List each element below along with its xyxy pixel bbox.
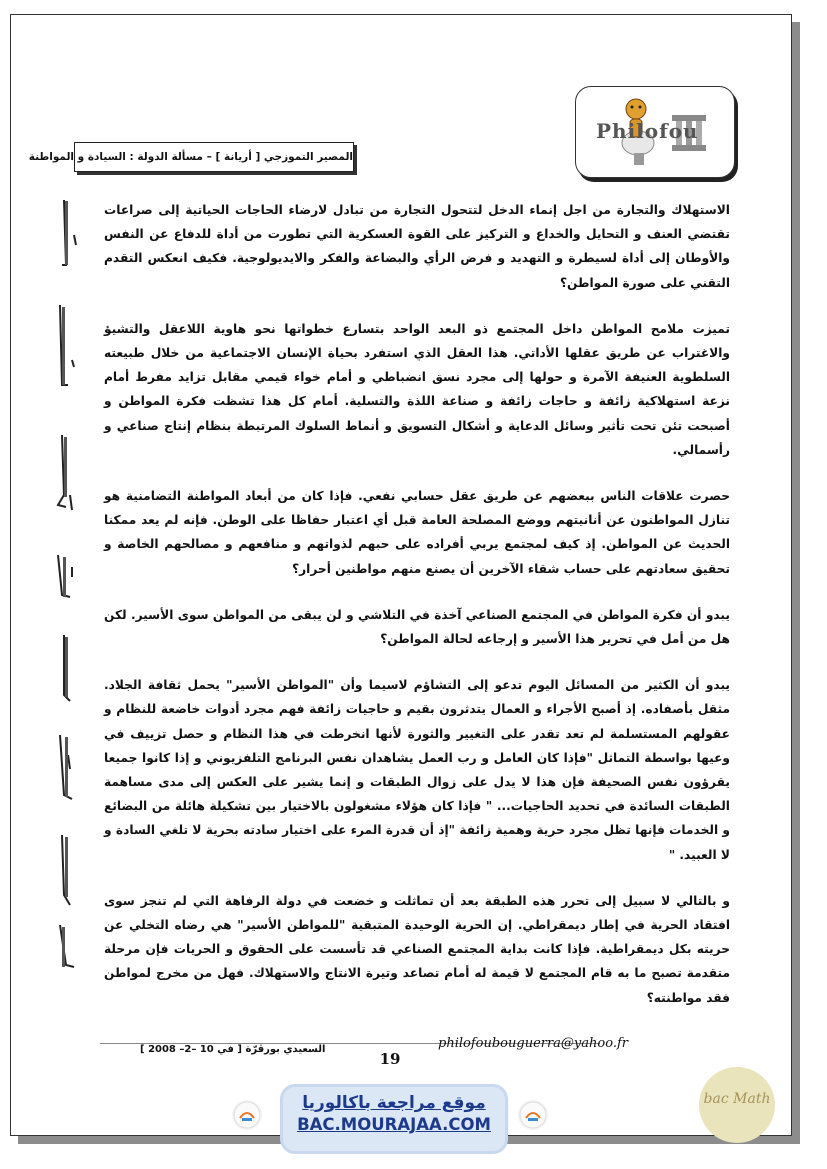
footer-author: السعيدي بورڤرّة [ في 10 –2– 2008 ] [140,1044,326,1055]
paragraph: الاستهلاك والتجارة من اجل إنماء الدخل لتتحول التجارة من تبادل لارضاء الحاجات الحياتية إلى صراعات تقتضي العنف و التحايل والخداع و التركيز على القوة العسكرية التي تطورت من أداة للدفاع عن النفس والأوطان إلى أداة لسيطرة و التهديد و فرض الرأي والبضاعة والفكر والايديولوجية. فكيف انعكس التقدم التقني على صورة المواطن؟ [104,203,730,290]
page-number: 19 [379,1050,401,1068]
paragraph: يبدو أن فكرة المواطن في المجتمع الصناعي آخذة في التلاشي و لن يبقى من المواطن سوى الأسير. لكن هل من أمل في تحرير هذا الأسير و إرجاعه لحالة المواطن؟ [104,607,730,647]
document-header: المصير التموزجي [ أريانة ] – مسألة الدولة : السيادة و المواطنة [74,142,354,172]
paragraph: تميزت ملامح المواطن داخل المجتمع ذو البعد الواحد بتسارع خطواتها نحو هاوية اللاعقل والتشيؤ والاغتراب عن طريق عقلها الأداتي. هذا العقل الذي استفرد بحياة الإنسان الاجتماعية من خلال طبيعته السلطوية العنيفة الآمرة و حولها إلى مجرد نسق انضباطي و أمام خواء قيمي مقابل تزايد مفرط أمام نزعة استهلاكية زائفة و حاجات زائفة و صناعة اللذة والتسلية. أمام كل هذا تشظت فكرة المواطن و أصبحت تئن تحت تأثير وسائل الدعاية و أشكال التسويق و أنماط السلوك المرتبطة بنظام إنتاج صناعي و رأسمالي. [104,321,730,457]
paragraph: و بالتالي لا سبيل إلى تحرر هذه الطبقة بعد أن تماثلت و خضعت في دولة الرفاهة التي لم تنجز سوى افتقاد الحرية في إطار ديمقراطي. إن الحرية الوحيدة المتبقية "للمواطن الأسير" هي رضاه التخلي عن حريته بكل ديمقراطية. فإذا كانت بداية المجتمع الصناعي قد تأسست على الحقوق و الحريات فإن مرحلة متقدمة تصبح ما به قام المجتمع لا قيمة له أمام تصاعد وتيرة الانتاج والاستهلاك. فهل من مخرج لمواطن فقد مواطنته؟ [104,893,730,1005]
left-site-logo-icon [232,1100,262,1130]
article-body [104,198,730,1032]
site-banner[interactable] [283,1087,505,1151]
paragraph: حصرت علاقات الناس ببعضهم عن طريق عقل حسابي نفعي. فإذا كان من أبعاد المواطنة التضامنية هو تنازل المواطنون عن أنانيتهم ووضع المصلحة العامة قبل أي اعتبار حفاظا على الوطن. فإنه لم يعد ممكنا الحديث عن المواطن. إذ كيف لمجتمع يربي أفراده على حبهم لذواتهم و منافعهم و مصالحهم الخاصة و تحقيق سعادتهم على حساب شقاء الآخرين أن يصنع منهم مواطنين أحرار؟ [104,489,730,576]
banner-arabic-link[interactable]: موقع مراجعة باكالوريا [302,1093,486,1113]
badge-text: bac Math [703,1091,771,1107]
footer-email: philofoubouguerra@yahoo.fr [438,1036,628,1051]
philofou-logo [575,86,735,178]
right-site-logo-icon [518,1100,548,1130]
paragraph: يبدو أن الكثير من المسائل اليوم تدعو إلى التشاؤم لاسيما وأن "المواطن الأسير" يحمل ثقافة الجلاد. مثقل بأصفاده. إذ أصبح الأجراء و العمال يتدثرون بقيم و حاجيات زائفة فهم مجرد أدوات خاضعة للنظام و عقولهم المستسلمة لم تعد تقدر على التغيير والثورة لأنها انخرطت في هذا النظام و حصل تزييف في وعيها بواسطة التماثل "فإذا كان العامل و رب العمل يشاهدان نفس البرنامج التلفزيوني و إذا كانوا جميعا يقرؤون نفس الصحيفة فإن هذا لا يدل على زوال الطبقات و إنما يشير على العكس إلى مدى مساهمة الطبقات السائدة في تحديد الحاجيات... " فإذا كان هؤلاء مشغولون بالاختيار بين تشكيلة هائلة من البضائع و الخدمات فإنها تظل مجرد حرية وهمية زائفة "إذ أن قدرة المرء على اختيار سادته بحرية لا تلغي السادة و لا العبيد. " [104,678,730,862]
logo-text: Philofou [596,119,699,143]
bac-math-badge [699,1067,775,1143]
banner-url-link[interactable]: BAC.MOURAJAA.COM [297,1115,491,1134]
side-decoration [42,195,87,975]
